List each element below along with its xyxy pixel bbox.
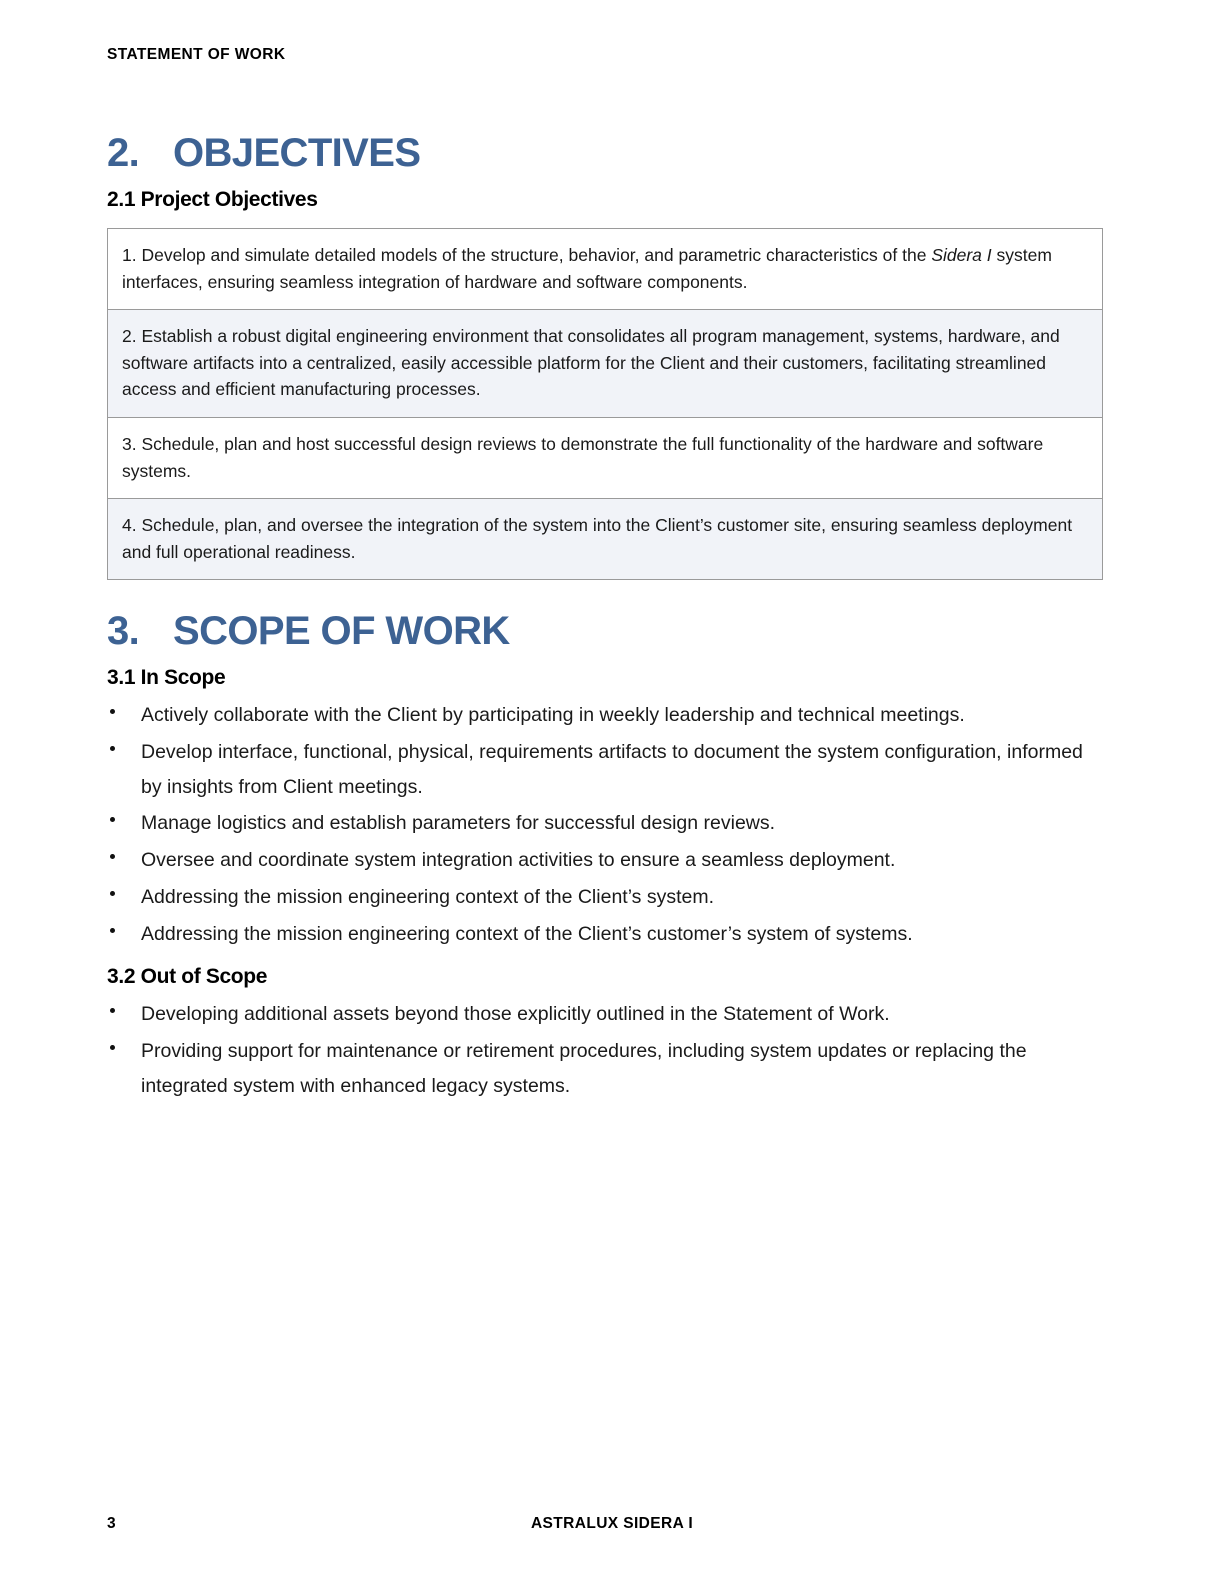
objective-cell-2: 2. Establish a robust digital engineering environment that consolidates all program management, systems, hardware, and software artifacts into a centralized, easily accessible platform for the Client and their customers, facilitating streamlined access and efficient manufacturing processes. (108, 310, 1103, 418)
table-row (108, 499, 1103, 580)
list-item: Manage logistics and establish parameters for successful design reviews. (107, 806, 1107, 841)
list-item: Actively collaborate with the Client by participating in weekly leadership and technical meetings. (107, 698, 1107, 733)
in-scope-list (107, 698, 1107, 951)
objective-italic-term-1: Sidera I (931, 245, 992, 265)
objective-cell-1 (108, 229, 1103, 310)
section-title-objectives: OBJECTIVES (173, 131, 421, 175)
document-footer (107, 1515, 1117, 1537)
list-item: Develop interface, functional, physical, requirements artifacts to document the system configuration, informed by insights from Client meetings. (107, 735, 1107, 804)
list-item: Addressing the mission engineering context of the Client’s customer’s system of systems. (107, 917, 1107, 952)
table-row (108, 229, 1103, 310)
list-item: Oversee and coordinate system integration activities to ensure a seamless deployment. (107, 843, 1107, 878)
document-content (107, 132, 1107, 1105)
objective-text-1b: system interfaces, ensuring seamless integration of hardware and software components. (122, 245, 1052, 292)
list-item: Developing additional assets beyond those explicitly outlined in the Statement of Work. (107, 997, 1107, 1032)
subsection-heading-project-objectives: 2.1 Project Objectives (107, 188, 318, 211)
objective-text-1a: 1. Develop and simulate detailed models of the structure, behavior, and parametric characteristics of the (122, 245, 932, 265)
section-title-scope-of-work: SCOPE OF WORK (173, 609, 510, 654)
table-row (108, 417, 1103, 498)
list-item: Addressing the mission engineering context of the Client’s system. (107, 880, 1107, 915)
out-of-scope-list (107, 997, 1107, 1103)
objective-cell-3: 3. Schedule, plan and host successful design reviews to demonstrate the full functionality of the hardware and software systems. (108, 417, 1103, 498)
subsection-heading-in-scope: 3.1 In Scope (107, 666, 226, 690)
section-heading-objectives (107, 132, 1107, 174)
subsection-heading-out-of-scope: 3.2 Out of Scope (107, 965, 268, 989)
section-number-scope-of-work: 3. (107, 609, 140, 654)
footer-document-title: ASTRALUX SIDERA I (530, 1515, 694, 1532)
section-heading-scope-of-work (107, 610, 1107, 652)
list-item: Providing support for maintenance or retirement procedures, including system updates or replacing the integrated system with enhanced legacy systems. (107, 1034, 1107, 1103)
footer-page-number: 3 (107, 1515, 116, 1532)
section-number-objectives: 2. (107, 131, 140, 175)
table-row (108, 310, 1103, 418)
running-header: STATEMENT OF WORK (107, 46, 286, 63)
project-objectives-table-body (108, 229, 1103, 580)
objective-cell-4: 4. Schedule, plan, and oversee the integration of the system into the Client’s customer site, ensuring seamless deployment and full operational readiness. (108, 499, 1103, 580)
project-objectives-table (107, 228, 1103, 580)
